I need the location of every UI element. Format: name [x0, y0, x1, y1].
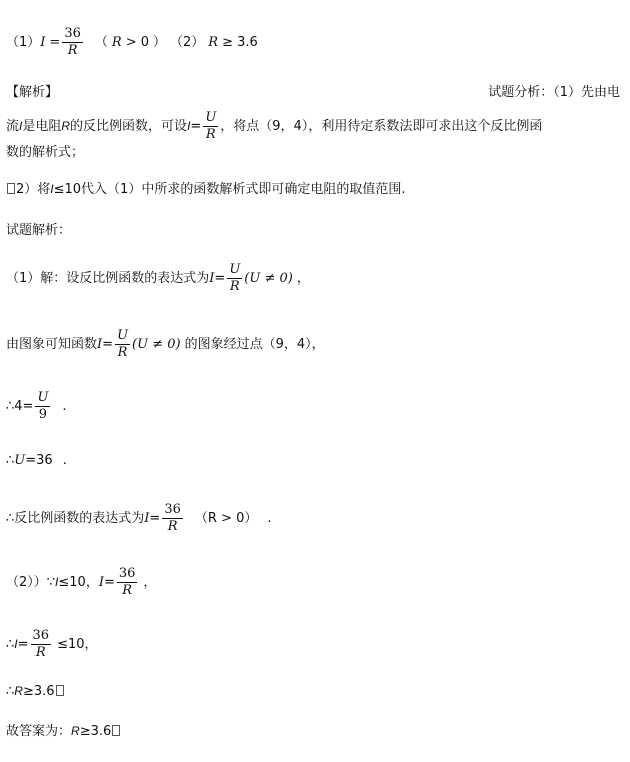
text-segment: 由图象可知函数: [6, 337, 98, 352]
text-segment: ≤10代入（1）中所求的函数解析式即可确定电阻的取值范围.: [53, 182, 406, 197]
missing-glyph-box: [56, 685, 64, 696]
condition: （R > 0）: [194, 511, 258, 526]
analysis-label: 【解析】: [6, 85, 59, 100]
condition-close: ）: [152, 35, 166, 50]
text-segment: ∴4=: [6, 399, 34, 414]
text-segment: ≥3.6: [79, 724, 112, 739]
fraction-numerator: 36: [64, 26, 81, 41]
text-segment: .: [267, 511, 272, 526]
text-segment: 流: [6, 119, 20, 134]
solution-step-6: [6, 566, 156, 599]
solution-step-2: [6, 328, 325, 361]
fraction-U-over-R: [203, 110, 218, 143]
final-answer-label: 故答案为：: [6, 724, 72, 739]
equals-sign: =: [149, 511, 161, 526]
equals-sign: =: [103, 575, 115, 590]
fraction-denominator: R: [203, 126, 218, 143]
solution-step-1: [6, 262, 310, 295]
equals-sign: =: [17, 637, 29, 652]
text-segment: （2））∵: [6, 575, 56, 590]
final-answer: [6, 722, 121, 741]
fraction-numerator: 36: [164, 502, 181, 517]
equals-sign: =: [102, 337, 114, 352]
text-segment: 2）将: [16, 182, 51, 197]
text-segment: ，: [143, 575, 157, 590]
missing-glyph-box: [7, 183, 15, 194]
var-I: I: [97, 337, 103, 352]
analysis-line-3: 数的解析式；: [6, 145, 85, 160]
text-segment: （1）解：设反比例函数的表达式为: [6, 271, 210, 286]
text-segment: ∴: [6, 453, 15, 468]
fraction-U-over-9: [35, 390, 50, 423]
analysis-line-4: [6, 180, 405, 199]
solution-step-5: [6, 502, 271, 535]
part2-var: R: [208, 35, 219, 50]
fraction-numerator: U: [37, 390, 49, 405]
var-R: R: [71, 724, 80, 738]
text-segment: 的图象经过点（9，4），: [184, 337, 325, 352]
fraction-numerator: 36: [32, 628, 50, 643]
solution-step-4: [6, 452, 67, 470]
fraction-36-over-R: [162, 502, 183, 535]
var-I: I: [187, 119, 191, 133]
condition: (U ≠ 0): [132, 337, 181, 352]
part2-label: （2）: [170, 35, 205, 50]
fraction-numerator: U: [205, 110, 217, 125]
fraction-36-over-R: [31, 628, 52, 661]
fraction-denominator: R: [227, 278, 242, 295]
text-segment: ≤10，: [57, 637, 98, 652]
fraction-U-over-R: [227, 262, 242, 295]
fraction-numerator: U: [117, 328, 129, 343]
analysis-line-2: [6, 110, 542, 143]
text-segment: =36: [25, 453, 53, 468]
var-I: I: [40, 35, 46, 50]
condition-open: （: [94, 35, 108, 50]
text-segment: .: [62, 453, 67, 468]
text-segment: .: [62, 399, 67, 414]
fraction-denominator: R: [62, 42, 83, 59]
text-segment: ≤10，: [58, 575, 99, 590]
solution-step-3: [6, 390, 67, 423]
var-I: I: [19, 119, 23, 133]
text-segment: 的反比例函数，可设: [70, 119, 188, 134]
condition: (U ≠ 0): [244, 271, 293, 286]
text-segment: ≥3.6: [22, 684, 55, 699]
var-I: I: [55, 575, 59, 589]
var-I: I: [50, 182, 54, 196]
var-I: I: [144, 511, 150, 526]
missing-glyph-box: [112, 725, 120, 736]
fraction-denominator: 9: [35, 406, 50, 423]
text-segment: ∴反比例函数的表达式为: [6, 511, 145, 526]
fraction-numerator: U: [229, 262, 241, 277]
analysis-intro: 试题分析：（1）先由电: [488, 85, 620, 100]
fraction-36-over-R: [117, 566, 138, 599]
text-segment: ∴: [6, 637, 15, 652]
fraction-denominator: R: [162, 518, 183, 535]
fraction-U-over-R: [115, 328, 130, 361]
var-R: R: [14, 684, 23, 698]
condition-relation: > 0: [125, 35, 149, 50]
fraction-36-over-R: [62, 26, 83, 59]
equals-sign: =: [49, 35, 61, 50]
fraction-denominator: R: [115, 344, 130, 361]
text-segment: ∴: [6, 684, 15, 699]
answer-line: [6, 26, 258, 59]
solution-label: 试题解析：: [6, 223, 72, 238]
var-U: U: [14, 453, 26, 468]
solution-step-8: [6, 682, 65, 701]
fraction-denominator: R: [31, 644, 52, 661]
fraction-denominator: R: [117, 582, 138, 599]
equals-sign: =: [214, 271, 226, 286]
equals-sign: =: [190, 119, 202, 134]
condition-var: R: [111, 35, 122, 50]
var-R: R: [61, 119, 71, 133]
part2-relation: ≥ 3.6: [222, 35, 258, 50]
fraction-numerator: 36: [118, 566, 136, 581]
var-I: I: [209, 271, 215, 286]
text-segment: ，将点（9，4），利用待定系数法即可求出这个反比例函: [220, 119, 543, 134]
text-segment: ，: [296, 271, 310, 286]
var-I: I: [98, 575, 104, 590]
text-segment: 是电阻: [22, 119, 62, 134]
part1-label: （1）: [6, 35, 41, 50]
var-I: I: [14, 637, 18, 651]
solution-step-7: [6, 628, 98, 661]
